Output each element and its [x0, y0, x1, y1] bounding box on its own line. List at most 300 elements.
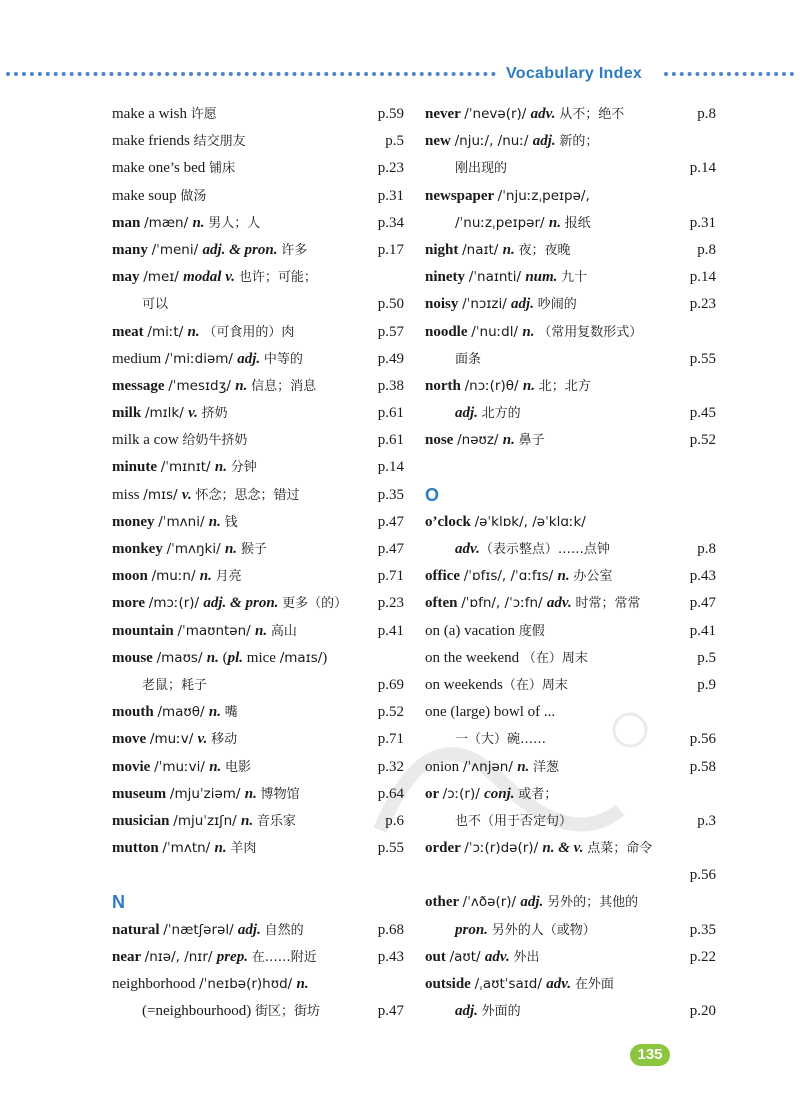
- index-entry: [425, 944, 716, 971]
- page-reference: p.64: [377, 785, 404, 802]
- chinese-gloss: 中等的: [263, 351, 303, 367]
- part-of-speech: n.: [522, 377, 539, 394]
- part-of-speech: pron.: [455, 921, 492, 938]
- entry-line: [425, 128, 716, 155]
- entry-line: [112, 183, 404, 210]
- entry-line: [112, 781, 404, 808]
- entry-line: [112, 971, 404, 998]
- index-entry: [112, 944, 404, 971]
- part-of-speech: n.: [241, 812, 257, 829]
- headword-text: on (a) vacation: [425, 622, 519, 639]
- chinese-gloss: 从不；绝不: [559, 107, 625, 122]
- page-reference: p.14: [689, 269, 716, 286]
- headword-text: make friends: [112, 133, 194, 150]
- headword: minute: [112, 459, 161, 476]
- page-reference: p.8: [697, 541, 716, 557]
- index-entry: [112, 101, 404, 128]
- headword-text: on the weekend: [425, 649, 523, 666]
- page-number-badge: 135: [630, 1044, 670, 1066]
- chinese-gloss: 夜；夜晚: [518, 242, 571, 258]
- entry-line: [112, 808, 404, 835]
- part-of-speech: n.: [296, 976, 309, 992]
- headword: newspaper: [425, 187, 498, 204]
- entry-line: [425, 835, 716, 862]
- phonetic: /ˈneɪbə(r)hʊd/: [199, 976, 297, 992]
- phonetic: /mjuˈzɪʃn/: [173, 812, 242, 829]
- chinese-gloss: 电影: [225, 759, 252, 775]
- page-reference: p.55: [689, 350, 716, 367]
- page-reference: p.69: [377, 676, 404, 693]
- entry-line: [112, 128, 404, 155]
- chinese-gloss: 男人；人: [208, 215, 261, 231]
- part-of-speech: n.: [208, 704, 225, 721]
- chinese-gloss: 鼻子: [518, 433, 545, 449]
- index-entry: [112, 183, 404, 210]
- phonetic: /ˈmɪnɪt/: [160, 459, 215, 476]
- entry-line: [112, 590, 404, 617]
- index-entry: [112, 699, 404, 726]
- part-of-speech: n.: [522, 323, 539, 340]
- part-of-speech: n.: [199, 568, 216, 585]
- headword-text: onion: [425, 758, 463, 775]
- index-entry: [425, 971, 716, 1025]
- page-reference: p.41: [377, 622, 404, 639]
- page-reference: p.50: [377, 296, 404, 313]
- phonetic: /ˈmeni/: [151, 241, 203, 258]
- phonetic: /mjuˈziəm/: [169, 785, 245, 802]
- index-entry: [112, 346, 404, 373]
- entry-line: [425, 699, 716, 726]
- page-reference: p.43: [689, 568, 716, 585]
- phonetic: /ˈɔː(r)də(r)/: [464, 840, 543, 857]
- phonetic: /ˈnuːzˌpeɪpər/: [455, 214, 549, 231]
- headword-text: make soup: [112, 187, 181, 204]
- header-dotted-rule-right: [664, 72, 794, 76]
- index-entry: [112, 726, 404, 753]
- part-of-speech: n.: [517, 758, 534, 775]
- entry-line: [425, 754, 716, 781]
- entry-continuation-line: [425, 917, 716, 944]
- index-entry: [425, 183, 716, 237]
- entry-continuation-line: [425, 808, 716, 835]
- entry-line: [112, 400, 404, 427]
- chinese-gloss: （可食用的）肉: [203, 324, 295, 340]
- headword: noisy: [425, 296, 463, 313]
- index-entry: [112, 618, 404, 645]
- part-of-speech: n.: [255, 622, 271, 639]
- headword: more: [112, 595, 149, 612]
- phonetic: /mɔː(r)/: [148, 595, 204, 612]
- part-of-speech: modal v.: [183, 269, 239, 286]
- page-header: [0, 62, 800, 86]
- chinese-gloss: 外出: [513, 949, 540, 965]
- index-entry: [112, 482, 404, 509]
- part-of-speech: n.: [208, 513, 225, 530]
- headword: musician: [112, 812, 174, 829]
- page-reference: p.58: [689, 758, 716, 775]
- page-reference: p.31: [377, 187, 404, 204]
- index-entry: [112, 509, 404, 536]
- entry-line: [112, 835, 404, 862]
- chinese-gloss: 做汤: [180, 188, 207, 204]
- index-entry: [112, 835, 404, 862]
- headword: order: [425, 840, 465, 857]
- phonetic: /ˈmʌtn/: [162, 840, 215, 857]
- headword: or: [425, 785, 443, 802]
- index-entry: [425, 699, 716, 753]
- entry-continuation-line: [425, 210, 716, 237]
- index-entry: [112, 536, 404, 563]
- chinese-gloss: 给奶牛挤奶: [182, 433, 248, 449]
- index-entry: [112, 373, 404, 400]
- chinese-gloss: 可以: [142, 297, 169, 313]
- page-reference: p.5: [697, 649, 716, 666]
- phonetic: /nɔː(r)θ/: [464, 377, 523, 394]
- headword: movie: [112, 758, 155, 775]
- phonetic: /aʊt/: [449, 948, 485, 965]
- index-entry: [112, 454, 404, 481]
- headword: message: [112, 377, 169, 394]
- index-entry: [425, 590, 716, 617]
- part-of-speech: n.: [206, 649, 223, 666]
- part-of-speech: n.: [187, 323, 204, 340]
- phonetic: /ˈnætʃərəl/: [163, 921, 238, 938]
- entry-line: [112, 210, 404, 237]
- phonetic: /ˈɒfn/, /ˈɔːfn/: [461, 595, 547, 612]
- phonetic: /ɔː(r)/: [442, 785, 485, 802]
- page-reference: p.47: [377, 513, 404, 530]
- chinese-gloss: 分钟: [230, 460, 257, 476]
- headword-text: one (large) bowl of ...: [425, 704, 556, 721]
- entry-line: [112, 618, 404, 645]
- index-entry: [112, 128, 404, 155]
- index-entry: [112, 427, 404, 454]
- phonetic: /ˈnevə(r)/: [464, 106, 531, 122]
- chinese-gloss: 九十: [561, 270, 588, 286]
- entry-line: [112, 454, 404, 481]
- chinese-gloss: 钱: [224, 514, 238, 530]
- phonetic: /ˌaʊtˈsaɪd/: [474, 976, 547, 992]
- index-entry: [425, 373, 716, 427]
- entry-line: [425, 590, 716, 617]
- index-entry: [425, 618, 716, 645]
- entry-continuation-line: [425, 400, 716, 427]
- chinese-gloss: 更多（的）: [282, 596, 348, 612]
- part-of-speech: n.: [502, 432, 519, 449]
- headword: north: [425, 377, 465, 394]
- index-entry: [112, 590, 404, 617]
- chinese-gloss: 自然的: [264, 922, 304, 938]
- index-entry: [112, 237, 404, 264]
- index-entry: [112, 400, 404, 427]
- index-entry: [425, 509, 716, 563]
- entry-continuation-line: [112, 291, 404, 318]
- entry-line: [425, 319, 716, 346]
- part-of-speech: v.: [181, 486, 196, 503]
- index-entry: [425, 672, 716, 699]
- chinese-gloss: 音乐家: [256, 813, 296, 829]
- entry-line: [425, 427, 716, 454]
- entry-line: [112, 645, 404, 672]
- entry-continuation-line: [425, 998, 716, 1025]
- page-reference: p.41: [689, 622, 716, 639]
- headword-text: mice: [243, 649, 280, 666]
- page-reference: p.35: [689, 921, 716, 938]
- page-reference: p.52: [689, 432, 716, 449]
- page-reference: p.47: [377, 1003, 404, 1020]
- chinese-gloss: 博物馆: [260, 786, 300, 802]
- phonetic: /muːn/: [151, 568, 200, 585]
- chinese-gloss: 怀念；思念；错过: [195, 487, 300, 503]
- phonetic: /ˈmiːdiəm/: [164, 350, 238, 367]
- page-reference: p.3: [697, 812, 716, 829]
- phonetic: /ˈnuːdl/: [471, 323, 523, 340]
- phonetic: /maɪs/: [279, 649, 323, 666]
- entry-continuation-line: [425, 862, 716, 889]
- part-of-speech: n.: [192, 214, 209, 231]
- page-reference: p.71: [377, 568, 404, 585]
- phonetic: /mæn/: [144, 214, 193, 231]
- part-of-speech: adj. & pron.: [203, 595, 283, 612]
- headword: near: [112, 948, 145, 965]
- chinese-gloss: 面条: [455, 351, 482, 367]
- phonetic: /ˈnjuːzˌpeɪpə/,: [497, 187, 590, 204]
- part-of-speech: adj. & pron.: [202, 241, 282, 258]
- part-of-speech: n. & v.: [542, 840, 588, 857]
- chinese-gloss: 老鼠；耗子: [142, 677, 208, 693]
- entry-continuation-line: [112, 672, 404, 699]
- headword-text: neighborhood: [112, 976, 200, 992]
- chinese-gloss: 一（大）碗……: [455, 732, 547, 748]
- part-of-speech: n.: [224, 541, 241, 557]
- header-dotted-rule-left: [6, 72, 496, 76]
- chinese-gloss: 洋葱: [533, 759, 560, 775]
- headword: move: [112, 731, 150, 748]
- part-of-speech: adj.: [520, 894, 548, 911]
- part-of-speech: n.: [235, 377, 252, 394]
- page-reference: p.6: [385, 812, 404, 829]
- headword: monkey: [112, 541, 167, 557]
- headword: outside: [425, 976, 475, 992]
- chinese-gloss: 北；北方: [538, 378, 591, 394]
- entry-line: [112, 346, 404, 373]
- section-letter: O: [425, 484, 440, 505]
- phonetic: /maʊs/: [156, 649, 207, 666]
- page-reference: p.59: [377, 106, 404, 122]
- part-of-speech: adv.: [484, 948, 514, 965]
- page-reference: p.14: [377, 459, 404, 476]
- page-reference: p.31: [689, 214, 716, 231]
- part-of-speech: adj.: [237, 350, 264, 367]
- phonetic: /naɪt/: [462, 241, 503, 258]
- page-reference: p.14: [689, 160, 716, 177]
- entry-line: [425, 183, 716, 210]
- page-reference: p.20: [689, 1003, 716, 1020]
- phonetic: /meɪ/: [143, 269, 184, 286]
- chinese-gloss: 北方的: [481, 406, 521, 422]
- page-reference: p.55: [377, 840, 404, 857]
- entry-continuation-line: [425, 726, 716, 753]
- phonetic: /ˈʌðə(r)/: [462, 894, 521, 911]
- part-of-speech: adj.: [511, 296, 538, 313]
- phonetic: /ˈmuːvi/: [154, 758, 210, 775]
- section-letter: N: [112, 892, 125, 913]
- phonetic: /nɪə/, /nɪr/: [144, 948, 217, 965]
- entry-line: [425, 618, 716, 645]
- phonetic: /njuː/, /nuː/: [454, 133, 533, 150]
- headword: ninety: [425, 269, 469, 286]
- headword-text: (=neighbourhood): [142, 1003, 256, 1020]
- chinese-gloss: 移动: [211, 732, 238, 748]
- headword: milk: [112, 405, 145, 422]
- headword: mouse: [112, 649, 157, 666]
- page-reference: p.68: [377, 921, 404, 938]
- index-entry: [112, 917, 404, 944]
- chinese-gloss: 许多: [281, 242, 308, 258]
- page-reference: p.49: [377, 350, 404, 367]
- index-entry: [112, 155, 404, 182]
- page-reference: p.9: [697, 676, 716, 693]
- headword-text: make a wish: [112, 106, 191, 122]
- chinese-gloss: 度假: [518, 623, 545, 639]
- page-reference: p.47: [377, 541, 404, 557]
- chinese-gloss: 办公室: [573, 569, 613, 585]
- headword-text: miss: [112, 486, 144, 503]
- page-reference: p.61: [377, 405, 404, 422]
- phonetic: /ˈʌnjən/: [462, 758, 518, 775]
- phonetic: /ˈɒfɪs/, /ˈɑːfɪs/: [463, 568, 558, 585]
- entry-line: [112, 101, 404, 128]
- headword: night: [425, 241, 463, 258]
- index-entry: [425, 754, 716, 781]
- blank-line: [425, 454, 716, 481]
- chinese-gloss: 吵闹的: [537, 297, 577, 313]
- phonetic: /ˈmʌni/: [158, 513, 209, 530]
- entry-line: [425, 237, 716, 264]
- phonetic: /əˈklɒk/, /əˈklɑːk/: [474, 513, 586, 530]
- headword: natural: [112, 921, 164, 938]
- phonetic: /ˈnaɪnti/: [468, 269, 526, 286]
- phonetic: /nəʊz/: [457, 432, 503, 449]
- part-of-speech: n.: [209, 758, 226, 775]
- header-title: Vocabulary Index: [506, 65, 643, 82]
- headword: mountain: [112, 622, 178, 639]
- page-reference: p.61: [377, 432, 404, 449]
- page-reference: p.47: [689, 595, 716, 612]
- page-reference: p.43: [377, 948, 404, 965]
- page-reference: p.35: [377, 486, 404, 503]
- entry-line: [425, 889, 716, 916]
- index-entry: [112, 563, 404, 590]
- headword: often: [425, 595, 462, 612]
- chinese-gloss: 新的；: [559, 134, 599, 150]
- headword: new: [425, 133, 455, 150]
- part-of-speech: adj.: [455, 1003, 482, 1020]
- entry-line: [112, 264, 404, 291]
- part-of-speech: n.: [244, 785, 261, 802]
- entry-line: [112, 754, 404, 781]
- page-reference: p.56: [689, 731, 716, 748]
- part-of-speech: pl.: [227, 649, 244, 666]
- page-reference: p.8: [697, 241, 716, 258]
- chinese-gloss: 刚出现的: [455, 161, 508, 177]
- headword-text: medium: [112, 350, 165, 367]
- entry-line: [425, 563, 716, 590]
- phonetic: /mɪs/: [143, 486, 182, 503]
- headword: other: [425, 894, 463, 911]
- index-entry: [112, 264, 404, 318]
- entry-line: [112, 509, 404, 536]
- entry-line: [425, 971, 716, 998]
- headword-text: ): [322, 649, 328, 666]
- headword: mutton: [112, 840, 163, 857]
- entry-line: [112, 482, 404, 509]
- entry-line: [425, 291, 716, 318]
- part-of-speech: n.: [214, 459, 231, 476]
- entry-line: [425, 672, 716, 699]
- part-of-speech: adj.: [455, 405, 482, 422]
- blank-line: [112, 862, 404, 889]
- entry-line: [112, 319, 404, 346]
- index-entry: [425, 781, 716, 835]
- index-entry: [112, 781, 404, 808]
- phonetic: /muːv/: [149, 731, 198, 748]
- chinese-gloss: 挤奶: [201, 406, 228, 422]
- page-reference: p.23: [377, 160, 404, 177]
- chinese-gloss: 在……附近: [251, 949, 317, 965]
- part-of-speech: n.: [557, 568, 574, 585]
- headword: money: [112, 513, 159, 530]
- index-entry: [425, 563, 716, 590]
- chinese-gloss: 点菜；命令: [587, 841, 653, 857]
- chinese-gloss: 报纸: [564, 215, 591, 231]
- page-reference: p.45: [689, 405, 716, 422]
- part-of-speech: adv.: [530, 106, 560, 122]
- page-reference: p.23: [377, 595, 404, 612]
- index-entry: [112, 808, 404, 835]
- index-entry: [112, 210, 404, 237]
- entry-line: [425, 645, 716, 672]
- chinese-gloss: 另外的；其他的: [547, 895, 639, 911]
- chinese-gloss: 羊肉: [230, 841, 257, 857]
- part-of-speech: n.: [548, 214, 565, 231]
- part-of-speech: prep.: [216, 948, 252, 965]
- part-of-speech: adv.: [455, 541, 480, 557]
- page-reference: p.52: [377, 704, 404, 721]
- chinese-gloss: 结交朋友: [193, 134, 246, 150]
- phonetic: /mɪlk/: [144, 405, 189, 422]
- entry-line: [112, 726, 404, 753]
- chinese-gloss: （常用复数形式）: [538, 324, 643, 340]
- entry-continuation-line: [425, 346, 716, 373]
- part-of-speech: adv.: [546, 976, 575, 992]
- chinese-gloss: （在）周末: [502, 677, 568, 693]
- entry-continuation-line: [112, 998, 404, 1025]
- phonetic: /ˈnɔɪzi/: [462, 296, 512, 313]
- index-entry: [425, 101, 716, 128]
- entry-line: [425, 781, 716, 808]
- page-reference: p.56: [689, 867, 716, 884]
- part-of-speech: num.: [525, 269, 562, 286]
- headword-text: make one’s bed: [112, 160, 210, 177]
- entry-continuation-line: [425, 536, 716, 563]
- headword-text: on weekends: [425, 676, 503, 693]
- page-reference: p.23: [689, 296, 716, 313]
- entry-line: [112, 373, 404, 400]
- index-entry: [425, 889, 716, 943]
- index-entry: [425, 645, 716, 672]
- headword: out: [425, 948, 450, 965]
